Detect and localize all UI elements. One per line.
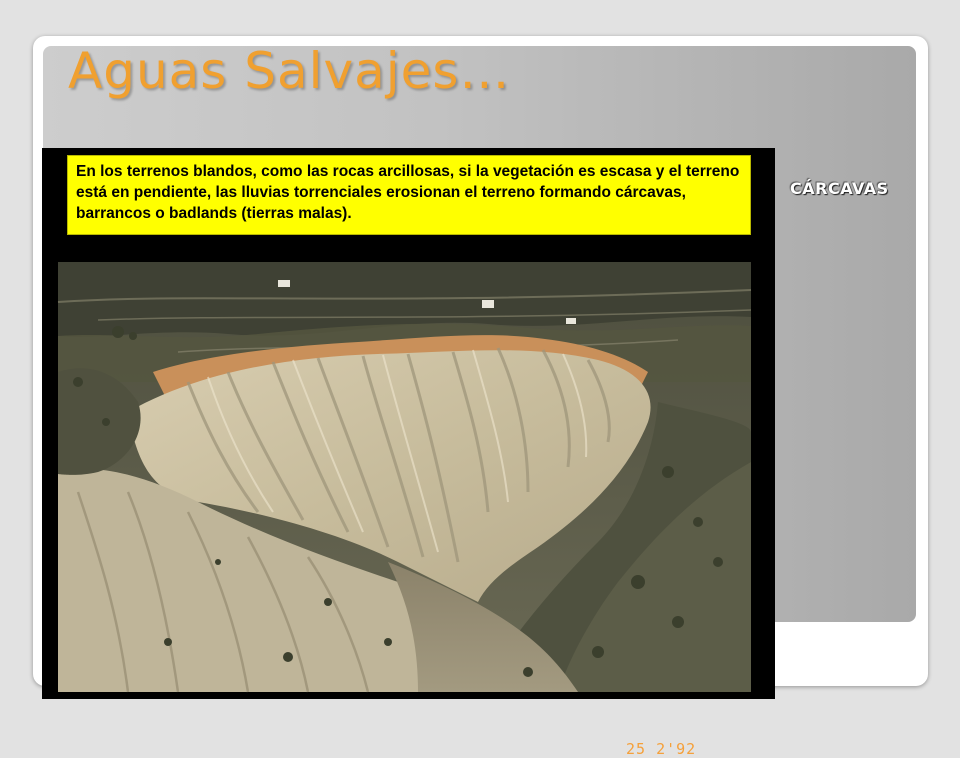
badlands-photo: [58, 262, 751, 758]
slide-title: Aguas Salvajes…: [68, 42, 511, 100]
caption-text: En los terrenos blandos, como las rocas arcillosas, si la vegetación es escasa y el terreno está en pendiente, las lluvias torrenciales erosionan el terreno formando cárcavas, barrancos o badlands (tierras malas).: [67, 155, 751, 235]
figure: [42, 148, 775, 758]
badlands-illustration: [58, 262, 751, 692]
side-label: CÁRCAVAS: [790, 179, 889, 198]
photo-date-stamp: 25 2'92: [626, 740, 697, 758]
